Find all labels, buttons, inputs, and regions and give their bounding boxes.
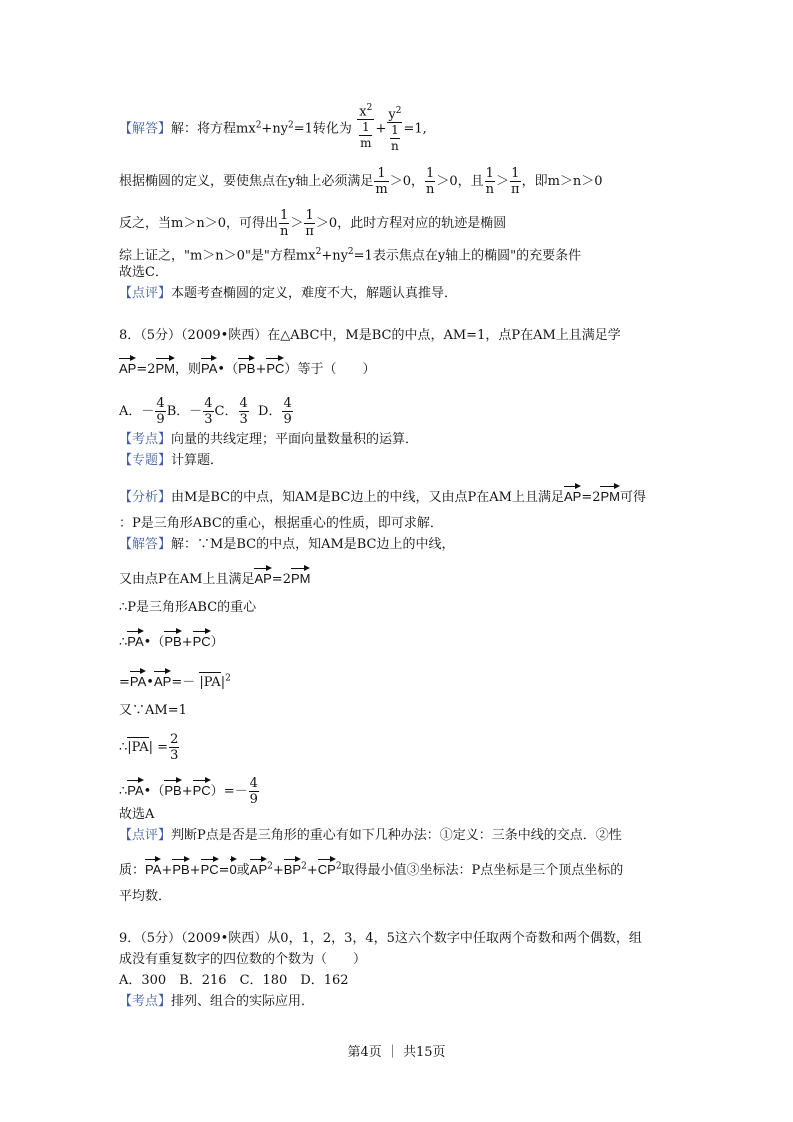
q8-jieda: 【解答】解：∵M是BC的中点，知AM是BC边上的中线， [119,537,455,552]
q7-line-4: 综上证之，"m＞n＞0"是"方程$mx^2+ny^2=1$表示焦点在y轴上的椭圆"的充要条件 [119,247,582,264]
q8-step-7: ∴|PA| = $\frac{2}{3}$ [119,732,179,763]
q7-line-5: 故选C． [119,265,168,280]
q7-comment: 【点评】本题考查椭圆的定义，难度不大，解题认真推导． [119,286,458,301]
q9-stem-2: 成没有重复数字的四位数的个数为（ ） [119,952,367,967]
q8-comment: 【点评】判断P点是否是三角形的重心有如下几种办法：①定义：三条中线的交点．②性 [119,828,622,843]
q8-step-5: =PA•AP=－ $|PA|^2$ [119,669,231,692]
q8-stem-vectors: AP=2PM，则PA•（PB+PC）等于（ ） [119,356,375,379]
q8-step-4: ∴PA•（PB+PC） [119,629,224,652]
q7-line-2: 根据椭圆的定义，要使焦点在y轴上必须满足 $\frac{1}{m}$ ＞0， $\frac{1}{n}$ ＞0，且 $\frac{1}{n}$ ＞ $\frac{1}{\pi}$ ，即m＞n＞0 [119,166,603,197]
q9-kaodian: 【考点】排列、组合的实际应用． [119,994,315,1009]
q8-fenxi-2: ：P是三角形ABC的重心，根据重心的性质，即可求解． [119,516,443,531]
q9-stem: 9．（5分）（2009•陕西）从0，1，2，3，4，5这六个数字中任取两个奇数和两个偶数，组 [119,931,642,946]
q7-line-3: 反之，当m＞n＞0，可得出 $\frac{1}{n}$ ＞ $\frac{1}{\pi}$ ＞0，此时方程对应的轨迹是椭圆 [119,208,507,239]
q8-zhuanti: 【专题】计算题． [119,453,224,468]
q7-answer-line: 【解答】解：将方程$mx^2+ny^2=1$转化为 $\frac{x^2}{\frac{1}{m}}$ + $\frac{y^2}{\frac{1}{n}}$ =1, [119,103,427,154]
fraction-y2-over-1-over-n: $\frac{y^2}{\frac{1}{n}}$ [388,106,402,154]
q8-step-3: ∴P是三角形ABC的重心 [119,600,257,615]
q8-step-2: 又由点P在AM上且满足AP=2PM [119,566,310,589]
q8-comment-2: 质：PA+PB+PC=0或$AP^2+BP^2+CP^2$取得最小值③坐标法：P点坐标是三个顶点坐标的 [119,857,623,880]
comment-tag: 【点评】 [119,286,172,301]
page-number: 第4页 [347,1045,382,1060]
q8-step-6: 又∵AM=1 [119,703,187,718]
page-total: 共15页 [403,1045,446,1060]
q8-step-8: ∴PA•（PB+PC）=－ $\frac{4}{9}$ [119,776,258,807]
q8-options: A．－ $\frac{4}{9}$ B．－ $\frac{4}{3}$ C． $\frac{4}{3}$ D． $\frac{4}{9}$ [119,396,292,427]
q8-fenxi: 【分析】由M是BC的中点，知AM是BC边上的中线，又由点P在AM上且满足AP=2PM可得 [119,484,646,507]
q8-kaodian: 【考点】向量的共线定理；平面向量数量积的运算． [119,432,419,447]
fraction-x2-over-1-over-m: $\frac{x^2}{\frac{1}{m}}$ [357,101,374,151]
answer-tag: 【解答】 [119,121,172,137]
q8-comment-3: 平均数． [119,889,172,904]
page-footer: 第4页 ｜ 共15页 [347,1045,446,1060]
q9-options: A．300 B．216 C．180 D．162 [119,973,349,988]
q8-step-9: 故选A [119,807,155,822]
q8-stem: 8．（5分）（2009•陕西）在△ABC中，M是BC的中点，AM=1，点P在AM上且满足学 [119,328,621,343]
